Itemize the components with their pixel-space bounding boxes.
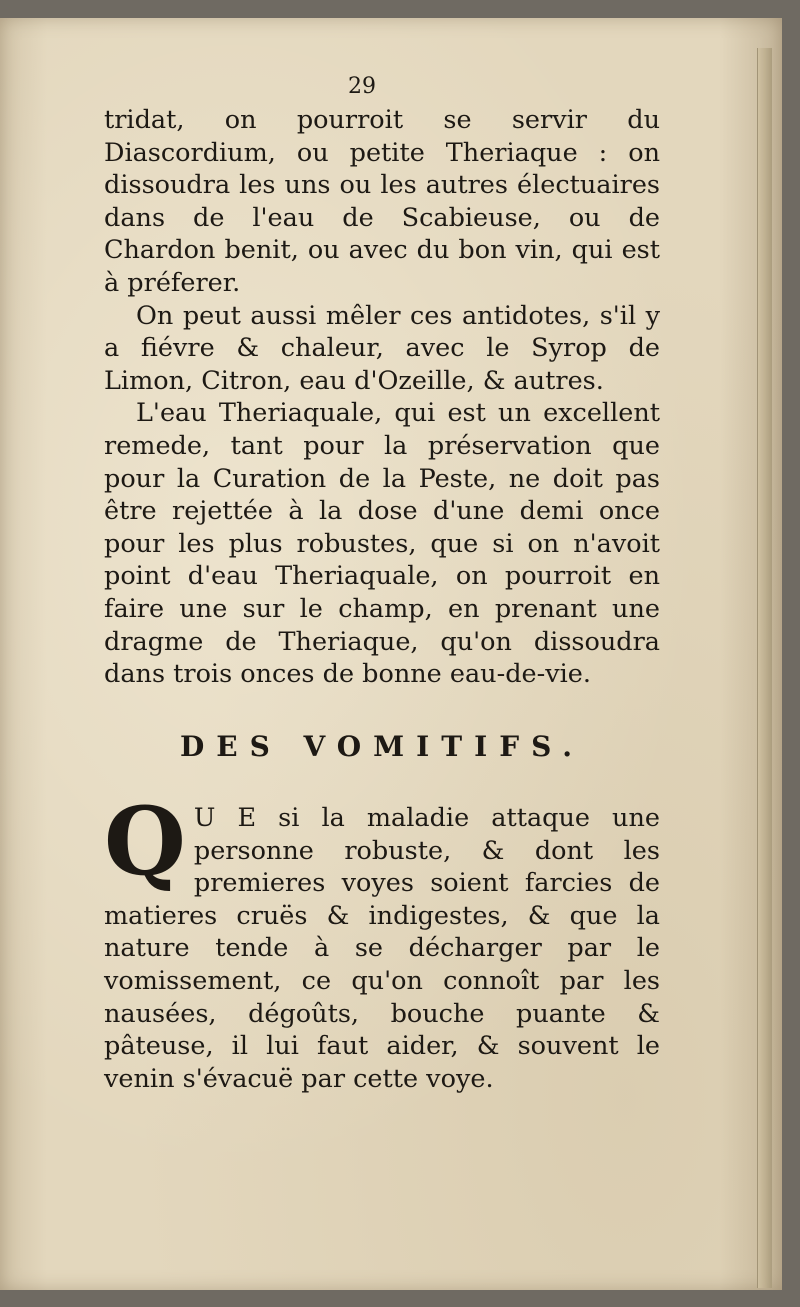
section-paragraph <box>104 787 660 1095</box>
paragraph-3: L'eau Theriaquale, qui est un excellent remede, tant pour la préservation que pour la Curation de la Peste, ne doit pas être rejettée à la dose d'une demi once pour les plus robustes, que si on n'avoit point d'eau Theriaquale, on pourroit en faire une sur le champ, en prenant une dragme de Theriaque, qu'on dissoudra dans trois onces de bonne eau-de-vie. <box>104 398 660 690</box>
page-edge <box>757 48 772 1288</box>
section-body: si la maladie attaque une personne robuste, & dont les premieres voyes soient farcies de matieres cruës & indigestes, & que la nature tende à se décharger par le vomissement, ce qu'on connoît par les nausées, dégoûts, bouche puante & pâteuse, il lui faut aider, & souvent le venin s'évacuë par cette voye. <box>104 803 660 1094</box>
section-heading: DES VOMITIFS. <box>179 730 585 763</box>
page-number: 29 <box>348 74 376 99</box>
drop-cap: Q <box>104 787 186 897</box>
paragraph-2: On peut aussi mêler ces antidotes, s'il y a fiévre & chaleur, avec le Syrop de Limon, Citron, eau d'Ozeille, & autres. <box>104 300 660 396</box>
text-block-upper <box>104 104 660 691</box>
lead-in: U E <box>193 803 257 833</box>
paragraph-1: tridat, on pourroit se servir du Diascordium, ou petite Theriaque : on dissoudra les uns ou les autres électuaires dans de l'eau de Scabieuse, ou de Chardon benit, ou avec du bon vin, qui est à préferer. <box>104 105 660 298</box>
text-block-lower <box>104 787 660 1095</box>
book-page <box>0 18 782 1290</box>
